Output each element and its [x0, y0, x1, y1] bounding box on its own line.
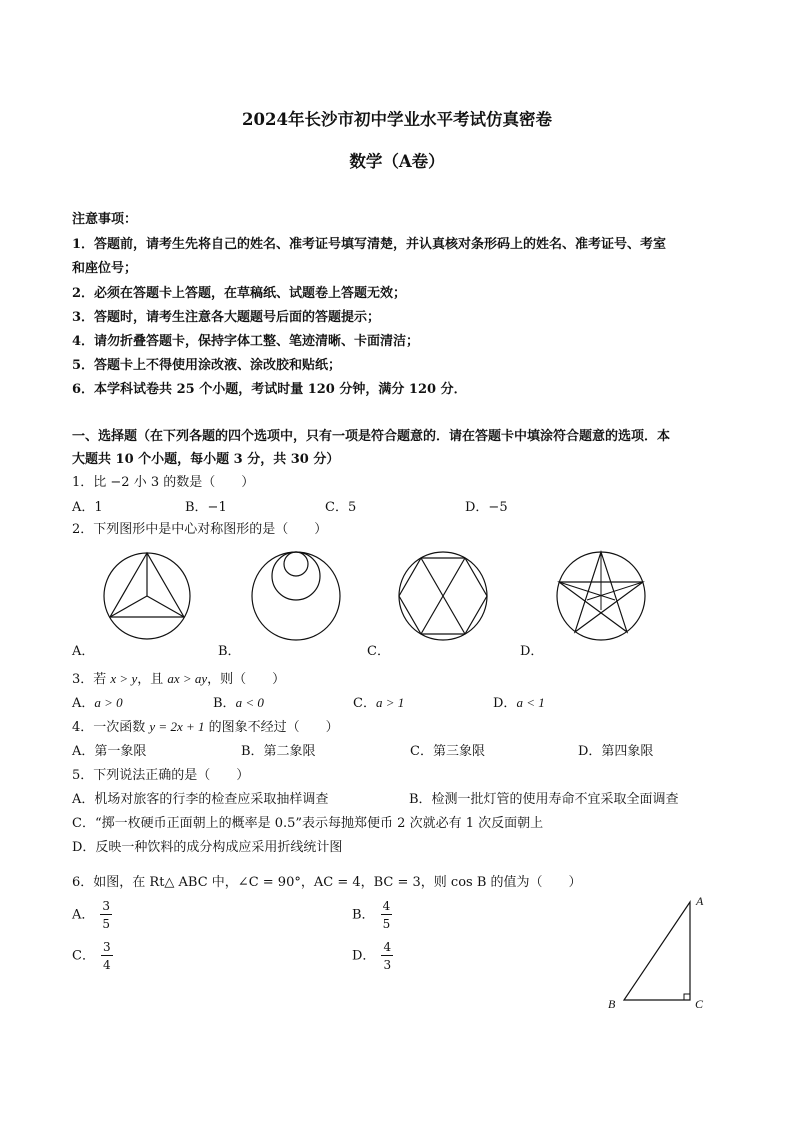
question-6-stem: 6．如图，在 Rt△ ABC 中，∠C = 90°，AC = 4，BC = 3，则 cos B 的值为（ ）	[72, 875, 582, 890]
notice-item: 5．答题卡上不得使用涂改液、涂改胶和贴纸；	[72, 358, 342, 373]
notice-item: 1．答题前，请考生先将自己的姓名、准考证号填写清楚，并认真核对条形码上的姓名、准考证号、考室	[72, 237, 667, 252]
q1-option-d: D．−5	[465, 500, 508, 515]
section-heading: 一、选择题（在下列各题的四个选项中，只有一项是符合题意的．请在答题卡中填涂符合题意的选项．本	[72, 429, 671, 444]
question-5-stem: 5．下列说法正确的是（ ）	[72, 768, 250, 783]
q5-option-a: A．机场对旅客的行李的检查应采取抽样调查	[72, 792, 329, 807]
option-label: D．	[493, 696, 517, 711]
denominator: 3	[383, 958, 392, 972]
option-label: B．	[352, 907, 375, 923]
q3-condition-2: ax > ay	[167, 671, 208, 686]
q3-option-c	[353, 692, 404, 711]
fraction	[381, 941, 393, 971]
q5-option-b: B．检测一批灯管的使用寿命不宜采取全面调查	[409, 792, 679, 807]
question-4-stem	[72, 716, 339, 735]
option-label: B．	[213, 696, 236, 711]
q4-option-c: C．第三象限	[410, 744, 485, 759]
q2-option-d: D．	[520, 644, 544, 659]
denominator: 5	[382, 917, 391, 931]
vertex-label-c: C	[695, 997, 704, 1011]
q5-option-c: C．“掷一枚硬币正面朝上的概率是 0.5”表示每抛郑便币 2 次就必有 1 次反面朝上	[72, 816, 544, 831]
numerator: 4	[382, 899, 391, 913]
section-heading: 大题共 10 个小题，每小题 3 分，共 30 分）	[72, 452, 340, 467]
fraction	[101, 941, 113, 971]
q3-option-b	[213, 692, 264, 711]
triangle-figure	[600, 890, 720, 1015]
option-label: D．	[352, 948, 376, 964]
option-label: C．	[72, 948, 95, 964]
figure-option-c	[397, 550, 489, 642]
vertex-label-b: B	[608, 997, 616, 1011]
question-1-stem: 1．比 −2 小 3 的数是（ ）	[72, 475, 255, 490]
q4-option-a: A．第一象限	[72, 744, 147, 759]
notice-heading: 注意事项：	[72, 212, 138, 227]
denominator: 4	[102, 958, 111, 972]
q1-option-c: C．5	[325, 500, 357, 515]
q3-condition-1: x > y	[110, 671, 138, 686]
question-3-stem	[72, 668, 285, 687]
vertex-label-a: A	[696, 894, 704, 908]
option-text: a > 1	[375, 695, 405, 710]
q6-option-d	[352, 941, 393, 971]
q1-option-a: A．1	[72, 500, 103, 515]
question-2-stem: 2．下列图形中是中心对称图形的是（ ）	[72, 522, 328, 537]
q6-option-a	[72, 900, 112, 930]
q6-option-b	[352, 900, 392, 930]
option-text: a < 1	[516, 695, 545, 710]
exam-subtitle: 数学（A卷）	[349, 152, 445, 171]
notice-item: 3．答题时，请考生注意各大题题号后面的答题提示；	[72, 310, 381, 325]
q3-stem-text: ，且	[137, 672, 168, 687]
q1-option-b: B．−1	[185, 500, 227, 515]
numerator: 4	[383, 940, 392, 954]
q4-function: y = 2x + 1	[149, 719, 205, 734]
denominator: 5	[102, 917, 111, 931]
option-text: a < 0	[235, 695, 264, 710]
option-text: a > 0	[94, 695, 123, 710]
q2-option-c: C．	[367, 644, 390, 659]
q4-stem-text: 的图象不经过（ ）	[204, 720, 339, 735]
notice-item: 4．请勿折叠答题卡，保持字体工整、笔迹清晰、卡面清洁；	[72, 334, 420, 349]
q3-stem-text: ，则（ ）	[207, 672, 286, 687]
notice-item: 6．本学科试卷共 25 个小题，考试时量 120 分钟，满分 120 分．	[72, 382, 467, 397]
fraction	[381, 900, 393, 930]
q6-option-c	[72, 941, 113, 971]
option-label: C．	[353, 696, 376, 711]
numerator: 3	[102, 899, 111, 913]
numerator: 3	[102, 940, 111, 954]
option-label: A．	[72, 696, 95, 711]
figure-option-b	[250, 550, 342, 642]
q4-option-b: B．第二象限	[241, 744, 316, 759]
notice-item: 2．必须在答题卡上答题，在草稿纸、试题卷上答题无效；	[72, 286, 407, 301]
q4-option-d: D．第四象限	[578, 744, 654, 759]
option-label: A．	[72, 907, 95, 923]
q3-stem-text: 3．若	[72, 672, 111, 687]
fraction	[100, 900, 112, 930]
figure-option-a	[100, 550, 195, 642]
q2-option-b: B．	[218, 644, 241, 659]
q4-stem-text: 4．一次函数	[72, 720, 150, 735]
q3-option-a	[72, 692, 123, 711]
q3-option-d	[493, 692, 545, 711]
exam-title: 2024年长沙市初中学业水平考试仿真密卷	[242, 110, 552, 129]
q2-option-a: A．	[72, 644, 95, 659]
notice-item: 和座位号；	[72, 261, 138, 276]
figure-option-d	[555, 550, 647, 642]
q5-option-d: D．反映一种饮料的成分构成应采用折线统计图	[72, 840, 343, 855]
